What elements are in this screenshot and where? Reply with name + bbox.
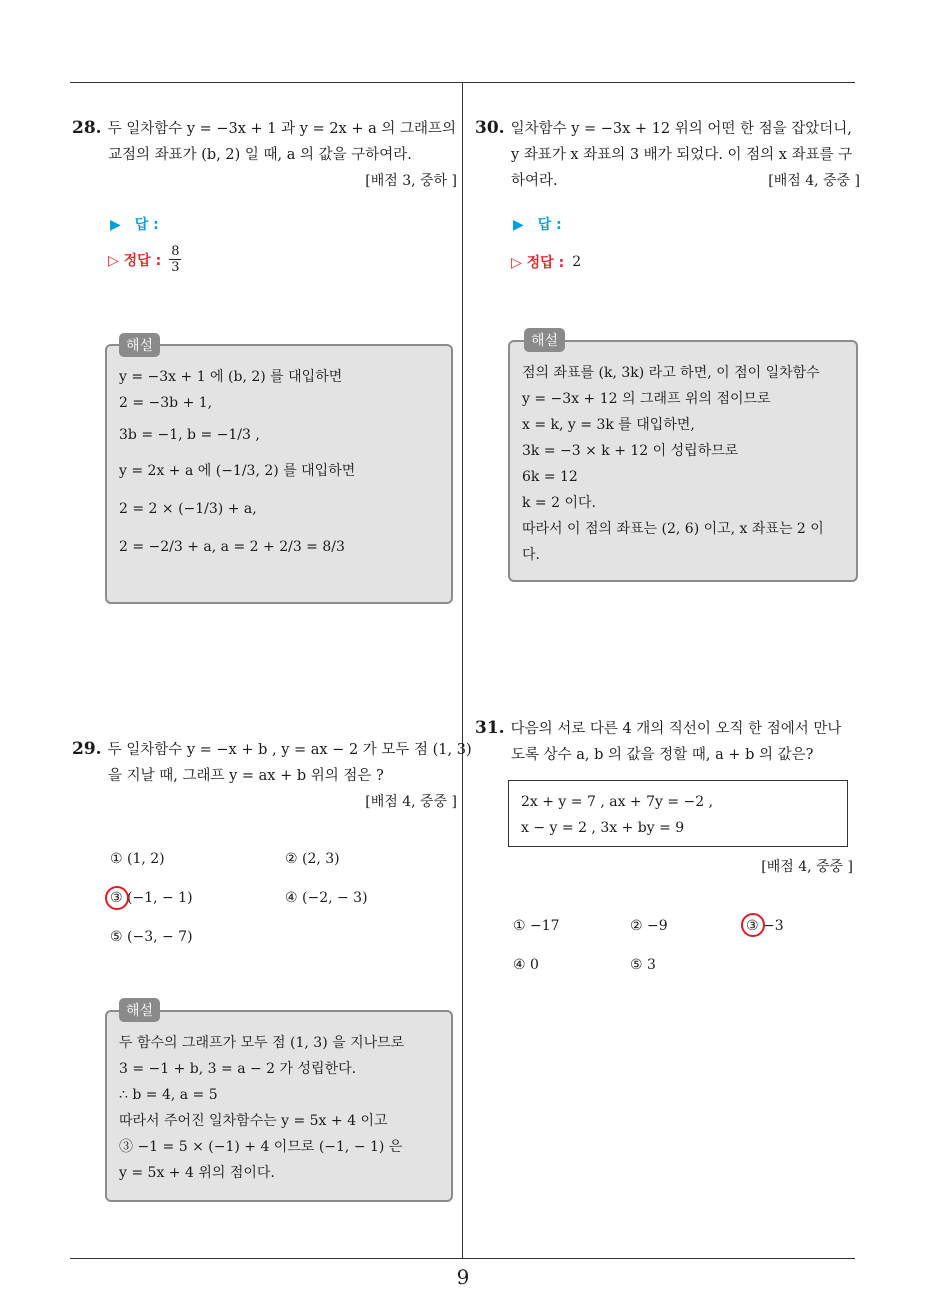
question-line: 교점의 좌표가 (b, 2) 일 때, a 의 값을 구하여라. <box>108 147 412 163</box>
score-meta: [배점 3, 중하 ] <box>365 173 457 189</box>
solution-line: y = 5x + 4 위의 점이다. <box>119 1165 275 1181</box>
question-line: 하여라. <box>511 173 558 189</box>
question-line: 두 일차함수 y = −3x + 1 과 y = 2x + a 의 그래프의 <box>107 121 456 137</box>
play-icon: ▶ <box>110 217 121 233</box>
column-divider <box>462 83 463 1259</box>
choice-4[interactable]: ④ 0 <box>513 957 539 973</box>
solution-line: 따라서 이 점의 좌표는 (2, 6) 이고, x 좌표는 2 이 <box>522 521 824 537</box>
question-line: 두 일차함수 y = −x + b , y = ax − 2 가 모두 점 (1, 3) <box>107 742 472 758</box>
outline-triangle-icon: ▷ <box>511 255 522 271</box>
problem-number: 29. <box>72 739 102 759</box>
solution-line: 6k = 12 <box>522 469 578 485</box>
solution-line: 3b = −1, b = −1/3 , <box>119 427 260 443</box>
problem-number: 31. <box>475 718 505 738</box>
correct-value: 2 <box>572 254 582 270</box>
selected-answer-mark <box>741 913 765 937</box>
score-meta: [배점 4, 중중 ] <box>365 794 457 810</box>
solution-line: 2 = 2 × (−1/3) + a, <box>119 501 257 517</box>
page-number: 9 <box>456 1265 470 1289</box>
bottom-rule <box>70 1258 855 1259</box>
problem-31 <box>475 715 860 768</box>
correct-label: ▷ 정답 : <box>108 252 162 269</box>
solution-tag: 해설 <box>524 328 565 352</box>
score-meta: [배점 4, 중중 ] <box>768 173 860 189</box>
correct-fraction: $\frac{8}{3}$ <box>171 244 180 275</box>
solution-line: 3 = −1 + b, 3 = a − 2 가 성립한다. <box>119 1061 357 1077</box>
outline-triangle-icon: ▷ <box>108 252 119 269</box>
solution-line: ∴ b = 4, a = 5 <box>119 1087 218 1103</box>
solution-tag: 해설 <box>119 333 160 357</box>
solution-box-29 <box>105 1010 453 1202</box>
choice-2[interactable]: ② (2, 3) <box>285 851 340 867</box>
solution-line: 2 = −2/3 + a, a = 2 + 2/3 = 8/3 <box>119 539 345 555</box>
choice-5[interactable]: ⑤ 3 <box>630 957 656 973</box>
solution-line: ③ −1 = 5 × (−1) + 4 이므로 (−1, − 1) 은 <box>119 1139 403 1155</box>
selected-answer-mark <box>105 886 129 910</box>
choice-3[interactable]: ③ −3 <box>746 918 784 934</box>
question-line: y 좌표가 x 좌표의 3 배가 되었다. 이 점의 x 좌표를 구 <box>511 147 853 163</box>
problem-30 <box>475 115 860 194</box>
choice-4[interactable]: ④ (−2, − 3) <box>285 890 368 906</box>
choice-3[interactable]: ③ (−1, − 1) <box>110 890 193 906</box>
solution-line: k = 2 이다. <box>522 495 596 511</box>
question-line: 다음의 서로 다른 4 개의 직선이 오직 한 점에서 만나 <box>510 721 842 737</box>
equation-line: 2x + y = 7 , ax + 7y = −2 , <box>521 794 714 810</box>
correct-answer <box>108 244 181 275</box>
answer-label: ▶ 답 : <box>110 217 159 233</box>
solution-line: y = −3x + 1 에 (b, 2) 를 대입하면 <box>119 369 343 385</box>
solution-line: 다. <box>522 547 540 563</box>
solution-line: 점의 좌표를 (k, 3k) 라고 하면, 이 점이 일차함수 <box>522 365 820 381</box>
solution-line: 2 = −3b + 1, <box>119 395 213 411</box>
problem-29 <box>72 736 472 815</box>
choice-1[interactable]: ① (1, 2) <box>110 851 165 867</box>
score-meta: [배점 4, 중중 ] <box>761 859 853 875</box>
solution-line: y = 2x + a 에 (−1/3, 2) 를 대입하면 <box>119 463 356 479</box>
choice-2[interactable]: ② −9 <box>630 918 668 934</box>
choice-1[interactable]: ① −17 <box>513 918 560 934</box>
question-line: 을 지날 때, 그래프 y = ax + b 위의 점은 ? <box>108 768 384 784</box>
problem-number: 28. <box>72 118 102 138</box>
solution-line: x = k, y = 3k 를 대입하면, <box>522 417 695 433</box>
solution-box-28 <box>105 344 453 604</box>
solution-tag: 해설 <box>119 998 160 1022</box>
choice-5[interactable]: ⑤ (−3, − 7) <box>110 929 193 945</box>
question-line: 도록 상수 a, b 의 값을 정할 때, a + b 의 값은? <box>511 747 814 763</box>
solution-line: 두 함수의 그래프가 모두 점 (1, 3) 을 지나므로 <box>119 1035 405 1051</box>
play-icon: ▶ <box>513 217 524 233</box>
correct-answer <box>511 252 581 272</box>
solution-line: y = −3x + 12 의 그래프 위의 점이므로 <box>522 391 771 407</box>
problem-number: 30. <box>475 118 505 138</box>
solution-line: 3k = −3 × k + 12 이 성립하므로 <box>522 443 739 459</box>
answer-label: ▶ 답 : <box>513 217 562 233</box>
solution-line: 따라서 주어진 일차함수는 y = 5x + 4 이고 <box>119 1113 388 1129</box>
equations-box <box>508 780 848 847</box>
correct-label: ▷ 정답 : <box>511 255 565 271</box>
question-line: 일차함수 y = −3x + 12 위의 어떤 한 점을 잡았더니, <box>510 121 852 137</box>
solution-box-30 <box>508 340 858 582</box>
problem-28 <box>72 115 457 194</box>
equation-line: x − y = 2 , 3x + by = 9 <box>521 820 685 836</box>
